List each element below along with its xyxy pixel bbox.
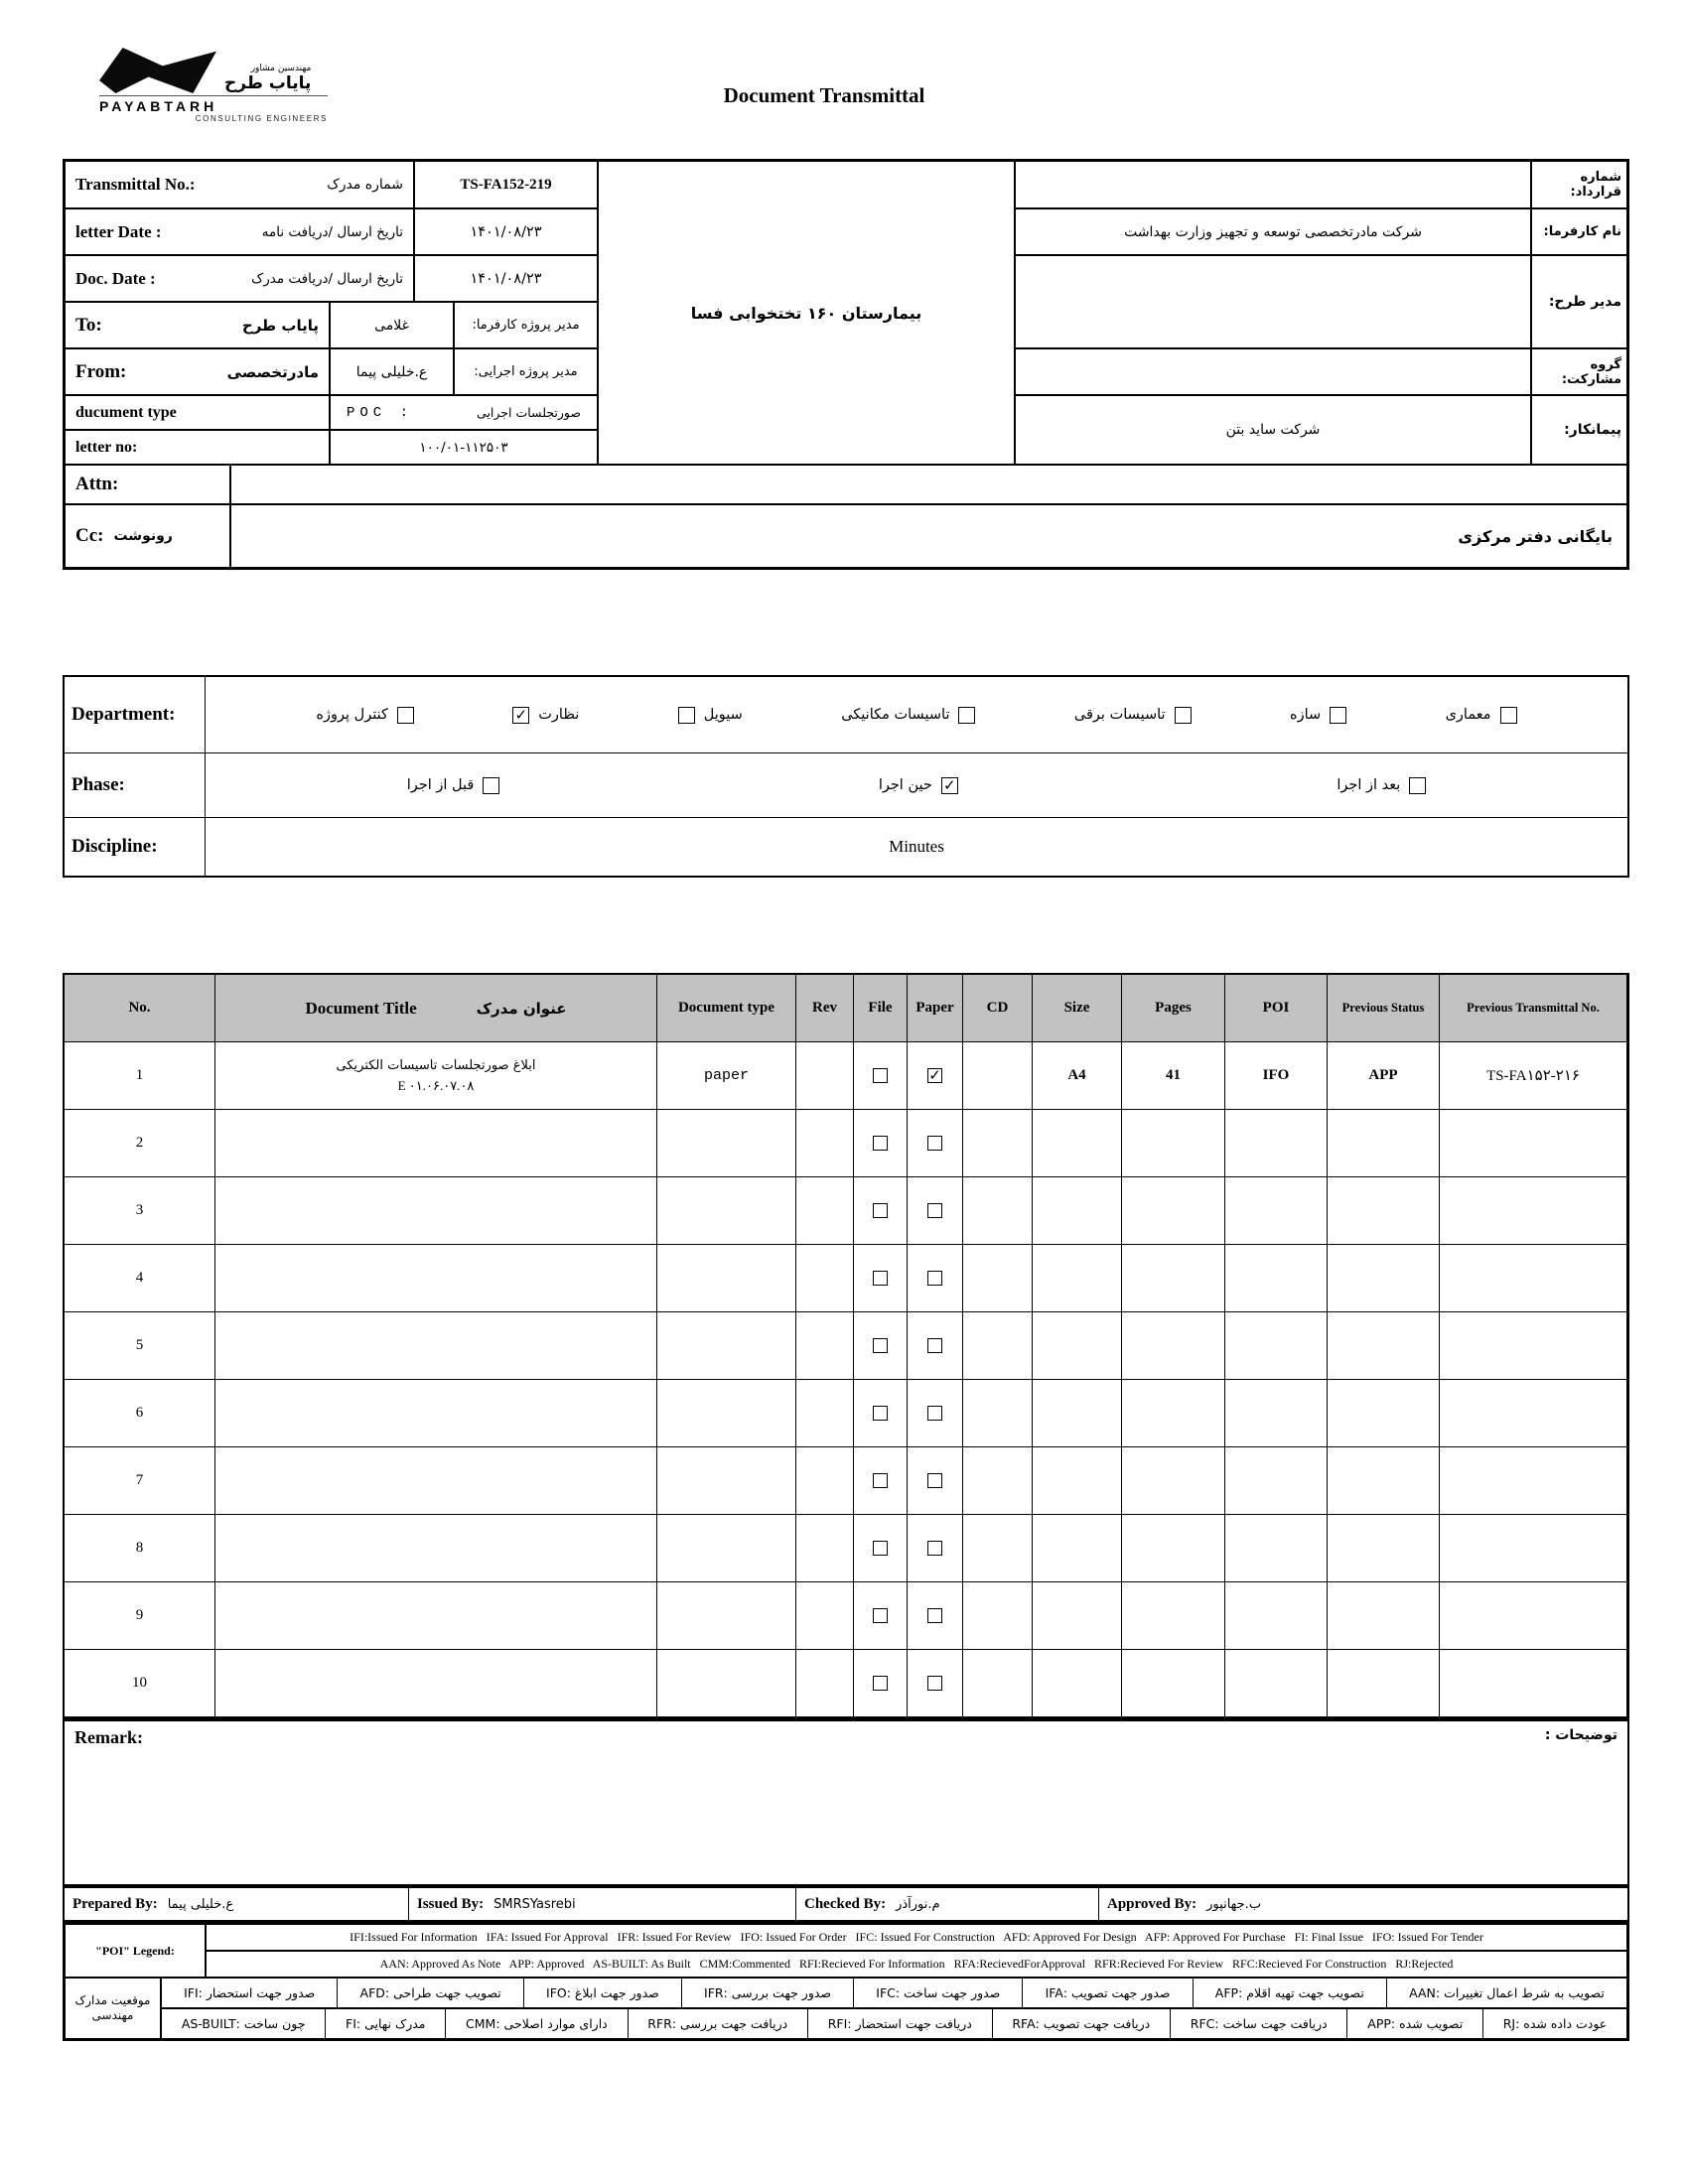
contract-no-value [1015,161,1531,208]
cell-prev-transmittal [1440,1110,1627,1177]
cell-cd [963,1312,1033,1380]
col-header-title-fa: عنوان مدرک [476,999,567,1018]
signature-label: Approved By: [1107,1895,1197,1912]
contractor-label: پیمانکار: [1531,395,1627,465]
transmittal-no-label-en: Transmittal No.: [75,175,196,194]
cell-pages [1122,1245,1225,1312]
department-option-label: سیویل [703,707,743,723]
cell-cd [963,1380,1033,1447]
file-checkbox-row-6[interactable] [873,1406,888,1421]
cell-paper [908,1515,963,1582]
department-checkbox[interactable] [1175,707,1192,724]
document-type-cell [330,395,598,430]
legend-item-ifi: صدور جهت استحضار :IFI [162,1979,338,2007]
cell-paper [908,1650,963,1717]
file-checkbox-row-4[interactable] [873,1271,888,1286]
cell-prev-status [1328,1380,1440,1447]
cell-size [1033,1380,1122,1447]
cc-label-fa: رونوشت [113,528,173,544]
doc-date-value: ۱۴۰۱/۰۸/۲۳ [414,255,598,302]
legend-item-rfr: دریافت جهت بررسی :RFR [629,2009,808,2038]
cell-row-no: 4 [65,1245,215,1312]
department-option[interactable] [1290,707,1346,724]
legend-item-aan: تصویب به شرط اعمال تغییرات :AAN [1409,1985,1605,2000]
doc-date-label-fa: تاریخ ارسال /دریافت مدرک [251,270,403,287]
remark-label-fa: توضیحات : [1544,1727,1618,1743]
cell-paper [908,1312,963,1380]
cell-poi: IFO [1225,1042,1328,1110]
partnership-label: گروه مشارکت: [1531,348,1627,395]
cell-prev-transmittal [1440,1245,1627,1312]
transmittal-no-label-fa: شماره مدرک [327,177,403,193]
cell-row-no: 10 [65,1650,215,1717]
cell-row-no: 6 [65,1380,215,1447]
cell-rev [796,1582,854,1650]
file-checkbox-row-9[interactable] [873,1608,888,1623]
cell-rev [796,1650,854,1717]
cell-document-type: paper [657,1042,796,1110]
cell-prev-status: APP [1328,1042,1440,1110]
department-option-label: سازه [1289,707,1322,723]
cell-prev-transmittal [1440,1582,1627,1650]
department-checkbox[interactable] [397,707,414,724]
cell-cd [963,1042,1033,1110]
cc-label-cell [65,504,230,568]
discipline-value-area [206,818,1627,876]
signature-label: Prepared By: [72,1895,158,1912]
cell-row-no: 9 [65,1582,215,1650]
cell-prev-status [1328,1312,1440,1380]
legend-item-cmm: دارای موارد اصلاحی :CMM [446,2009,628,2038]
cell-pages [1122,1447,1225,1515]
cell-paper [908,1177,963,1245]
legend-item-ifo: صدور جهت ابلاغ :IFO [524,1979,682,2007]
phase-checkbox[interactable]: ✓ [941,777,958,794]
cell-prev-status [1328,1582,1440,1650]
logo-subtitle-en: CONSULTING ENGINEERS [195,114,328,123]
legend-item-afp: تصویب جهت تهیه اقلام :AFP [1194,1979,1387,2007]
signature-value: ب.جهانپور [1206,1896,1262,1912]
cell-pages [1122,1582,1225,1650]
cell-prev-status [1328,1515,1440,1582]
cell-document-title [215,1380,657,1447]
file-checkbox-row-7[interactable] [873,1473,888,1488]
cell-poi [1225,1650,1328,1717]
signature-value: ع.خلیلی پیما [167,1896,234,1912]
department-checkbox[interactable]: ✓ [512,707,529,724]
discipline-label: Discipline: [65,818,206,876]
signature-label: Issued By: [417,1895,485,1912]
department-option[interactable] [841,707,975,724]
col-header-title-en: Document Title [305,998,417,1018]
cell-cd [963,1177,1033,1245]
cell-prev-status [1328,1110,1440,1177]
legend-item-app: تصویب شده :APP [1347,2009,1482,2038]
cell-pages [1122,1312,1225,1380]
cell-document-title [215,1312,657,1380]
paper-checkbox-row-7[interactable] [927,1473,942,1488]
exec-pm-name: ع.خلیلی پیما [330,348,454,395]
client-pm-role: مدیر پروژه کارفرما: [454,302,598,348]
document-type-code: POC : [347,404,414,421]
phase-option-label: حین اجرا [878,777,932,793]
signature-value: SMRSYasrebi [493,1896,576,1912]
cell-document-title [215,1177,657,1245]
cell-document-title [215,1110,657,1177]
col-header-size: Size [1033,975,1122,1042]
discipline-value: Minutes [889,837,944,856]
legend-en-line1: IFI:Issued For Information IFA: Issued For Approval IFR: Issued For Review IFO: Issued For Order IFC: Issued For Construction AFD: Approved For Design AFP: Approved For Purchase FI: Final Issue IFO: Issued For Tender [206,1924,1627,1951]
legend-item-fi: مدرک نهایی :FI [326,2009,446,2038]
signature-cell [796,1888,1099,1920]
cell-document-type [657,1650,796,1717]
letter-no-value: ۱۰۰/۰۱-۱۱۲۵۰۳ [330,430,598,465]
legend-fa-row-1 [161,1978,1627,2008]
cell-prev-transmittal [1440,1515,1627,1582]
cell-prev-transmittal [1440,1177,1627,1245]
cell-poi [1225,1515,1328,1582]
transmittal-info-table [63,159,1629,570]
col-header-poi: POI [1225,975,1328,1042]
department-option-label: معماری [1445,707,1491,723]
to-cell [65,302,330,348]
cell-cd [963,1447,1033,1515]
paper-checkbox-row-10[interactable] [927,1676,942,1691]
cell-prev-status [1328,1447,1440,1515]
paper-checkbox-row-6[interactable] [927,1406,942,1421]
cell-size [1033,1650,1122,1717]
legend-item-rfi: دریافت جهت استحضار :RFI [808,2009,993,2038]
cell-rev [796,1447,854,1515]
letter-date-value: ۱۴۰۱/۰۸/۲۳ [414,208,598,255]
transmittal-no-value: TS-FA152-219 [414,161,598,208]
department-option[interactable] [1074,707,1192,724]
department-label: Department: [65,677,206,752]
cell-poi [1225,1245,1328,1312]
cell-document-title [215,1650,657,1717]
cell-size [1033,1177,1122,1245]
phase-row [65,753,1627,818]
poi-legend-label: "POI" Legend: [65,1924,206,1978]
department-options [206,677,1627,752]
cell-file [854,1515,908,1582]
cell-size [1033,1245,1122,1312]
cell-document-type [657,1110,796,1177]
cell-poi [1225,1380,1328,1447]
from-cell [65,348,330,395]
remark-section [63,1719,1629,1886]
department-row [65,677,1627,753]
department-checkbox[interactable] [958,707,975,724]
cell-file [854,1177,908,1245]
logo-name-en: PAYABTARH [99,95,328,114]
cell-prev-transmittal [1440,1380,1627,1447]
department-option-label: تاسیسات برقی [1073,707,1166,723]
legend-section [63,1922,1629,2041]
letter-no-label: letter no: [65,430,330,465]
cell-paper [908,1245,963,1312]
legend-item-ifc: صدور جهت ساخت :IFC [854,1979,1023,2007]
cell-document-title [215,1515,657,1582]
to-value: پایاب طرح [241,316,319,335]
design-manager-label: مدیر طرح: [1531,255,1627,348]
cell-cd [963,1582,1033,1650]
legend-fa-row-2 [161,2008,1627,2039]
attn-label: Attn: [65,465,230,504]
paper-checkbox-row-2[interactable] [927,1136,942,1151]
cell-paper [908,1042,963,1110]
cell-document-title [215,1042,657,1110]
cell-rev [796,1110,854,1177]
cell-document-type [657,1312,796,1380]
department-checkbox[interactable] [678,707,695,724]
legend-item-rfc: دریافت جهت ساخت :RFC [1171,2009,1347,2038]
document-type-label: ducument type [65,395,330,430]
signature-cell [409,1888,796,1920]
phase-label: Phase: [65,753,206,817]
file-checkbox-row-5[interactable] [873,1338,888,1353]
cell-row-no: 5 [65,1312,215,1380]
phase-checkbox[interactable] [483,777,499,794]
doc-date-label-en: Doc. Date : [75,268,156,288]
cell-pages [1122,1650,1225,1717]
cell-prev-transmittal [1440,1312,1627,1380]
cell-file [854,1312,908,1380]
cell-document-type [657,1245,796,1312]
cell-document-title [215,1582,657,1650]
department-option[interactable] [512,707,579,724]
cell-pages [1122,1515,1225,1582]
paper-checkbox-row-5[interactable] [927,1338,942,1353]
cell-poi [1225,1110,1328,1177]
contract-no-label: شماره قرارداد: [1531,161,1627,208]
logo-tagline-fa: مهندسین مشاور [250,64,312,73]
signature-label: Checked By: [804,1895,887,1912]
client-name-value: شرکت مادرتخصصی توسعه و تجهیز وزارت بهداشت [1015,208,1531,255]
letter-date-label-fa: تاریخ ارسال /دریافت نامه [261,223,403,240]
phase-option[interactable] [407,777,500,794]
cell-poi [1225,1177,1328,1245]
legend-en-line2: AAN: Approved As Note APP: Approved AS-BUILT: As Built CMM:Commented RFI:Recieved For Information RFA:RecievedForApproval RFR:Recieved For Review RFC:Recieved For Construction RJ:Rejected [206,1951,1627,1978]
exec-pm-role: مدیر پروژه اجرایی: [454,348,598,395]
department-option[interactable] [1446,707,1517,724]
cell-document-type [657,1177,796,1245]
phase-checkbox[interactable] [1409,777,1426,794]
file-checkbox-row-10[interactable] [873,1676,888,1691]
col-header-cd: CD [963,975,1033,1042]
cell-rev [796,1177,854,1245]
department-checkbox[interactable] [1330,707,1346,724]
cell-rev [796,1042,854,1110]
cell-size [1033,1447,1122,1515]
cell-row-no: 3 [65,1177,215,1245]
cell-pages [1122,1380,1225,1447]
document-type-fa: صورتجلسات اجرایی [477,405,581,420]
cell-prev-status [1328,1177,1440,1245]
phase-option-label: بعد از اجرا [1336,777,1401,793]
signature-row [63,1886,1629,1922]
col-header-doc-type: Document type [657,975,796,1042]
document-title-line1: ابلاغ صورتجلسات تاسیسات الکتریکی [336,1058,536,1073]
legend-side-label: موقعیت مدارک مهندسی [65,1978,161,2039]
cell-cd [963,1110,1033,1177]
from-label: From: [75,360,127,382]
client-name-label: نام کارفرما: [1531,208,1627,255]
transmittal-no-label-cell [65,161,414,208]
page-title: Document Transmittal [723,83,925,107]
cell-size [1033,1515,1122,1582]
col-header-file: File [854,975,908,1042]
cell-prev-transmittal: TS-FA۱۵۲-۲۱۶ [1440,1042,1627,1110]
cell-paper [908,1380,963,1447]
cell-prev-status [1328,1650,1440,1717]
cell-poi [1225,1447,1328,1515]
cell-size [1033,1312,1122,1380]
paper-checkbox-row-1[interactable]: ✓ [928,1066,941,1084]
cell-pages [1122,1177,1225,1245]
cell-paper [908,1110,963,1177]
design-manager-value [1015,255,1531,348]
partnership-value [1015,348,1531,395]
logo-name-fa: پایاب طرح [224,73,312,93]
cell-file [854,1582,908,1650]
cell-row-no: 7 [65,1447,215,1515]
department-option[interactable] [678,707,743,724]
to-label: To: [75,314,102,336]
cc-label-en: Cc: [75,525,104,546]
signature-value: م.نورآذر [896,1896,940,1912]
signature-cell [1099,1888,1627,1920]
document-table [63,973,1629,1719]
cell-pages: 41 [1122,1042,1225,1110]
col-header-paper: Paper [908,975,963,1042]
from-value: مادرتخصصی [226,362,319,381]
file-checkbox-row-3[interactable] [873,1203,888,1218]
cell-prev-transmittal [1440,1650,1627,1717]
cell-rev [796,1312,854,1380]
cell-file [854,1042,908,1110]
cell-prev-status [1328,1245,1440,1312]
letter-date-label-cell [65,208,414,255]
cell-document-title [215,1245,657,1312]
cell-size: A4 [1033,1042,1122,1110]
cell-file [854,1380,908,1447]
cell-document-type [657,1515,796,1582]
doc-date-label-cell [65,255,414,302]
cell-size [1033,1582,1122,1650]
file-checkbox-row-2[interactable] [873,1136,888,1151]
cell-rev [796,1245,854,1312]
phase-option[interactable] [1336,777,1426,794]
discipline-row [65,818,1627,876]
cell-paper [908,1582,963,1650]
letter-date-label-en: letter Date : [75,221,162,241]
attn-value [230,465,1627,504]
cell-cd [963,1515,1033,1582]
legend-item-afd: تصویب جهت طراحی :AFD [338,1979,524,2007]
cell-cd [963,1245,1033,1312]
document-title-line2: E ۰۱.۰۶.۰۷.۰۸ [397,1077,475,1093]
department-option-label: کنترل پروژه [316,707,388,723]
cc-value: بایگانی دفتر مرکزی [230,504,1627,568]
cell-row-no: 8 [65,1515,215,1582]
cell-file [854,1650,908,1717]
cell-rev [796,1380,854,1447]
cell-row-no: 1 [65,1042,215,1110]
legend-item-ifa: صدور جهت تصویب :IFA [1023,1979,1193,2007]
file-checkbox-row-1[interactable] [873,1068,888,1083]
cell-document-type [657,1582,796,1650]
cell-size [1033,1110,1122,1177]
phase-option[interactable] [879,777,958,794]
signature-cell [65,1888,409,1920]
cell-file [854,1447,908,1515]
department-checkbox[interactable] [1500,707,1517,724]
legend-item-rj: عودت داده شده :RJ [1502,2016,1608,2031]
remark-label-en: Remark: [74,1727,143,1747]
col-header-no: No. [65,975,215,1042]
col-header-prev-transmittal: Previous Transmittal No. [1440,975,1627,1042]
col-header-prev-status: Previous Status [1328,975,1440,1042]
client-pm-name: غلامی [330,302,454,348]
cell-pages [1122,1110,1225,1177]
department-option-label: تاسیسات مکانیکی [841,707,950,723]
phase-option-label: قبل از اجرا [406,777,475,793]
contractor-value: شرکت ساید بتن [1015,395,1531,465]
legend-item-ifr: صدور جهت بررسی :IFR [682,1979,854,2007]
paper-checkbox-row-3[interactable] [927,1203,942,1218]
cell-paper [908,1447,963,1515]
cell-document-type [657,1447,796,1515]
cell-document-type [657,1380,796,1447]
project-name: بیمارستان ۱۶۰ تختخوابی فسا [598,161,1015,465]
paper-checkbox-row-9[interactable] [927,1608,942,1623]
cell-cd [963,1650,1033,1717]
cell-row-no: 2 [65,1110,215,1177]
cell-prev-transmittal [1440,1447,1627,1515]
legend-item-rfa: دریافت جهت تصویب :RFA [993,2009,1171,2038]
cell-rev [796,1515,854,1582]
col-header-title [215,975,657,1042]
col-header-rev: Rev [796,975,854,1042]
col-header-pages: Pages [1122,975,1225,1042]
department-option[interactable] [316,707,413,724]
cell-poi [1225,1582,1328,1650]
cell-poi [1225,1312,1328,1380]
department-option-label: نظارت [538,707,580,723]
phase-options [206,753,1627,817]
department-phase-table [63,675,1629,878]
cell-document-title [215,1447,657,1515]
cell-file [854,1245,908,1312]
cell-file [854,1110,908,1177]
paper-checkbox-row-4[interactable] [927,1271,942,1286]
file-checkbox-row-8[interactable] [873,1541,888,1556]
legend-item-as-built: چون ساخت :AS-BUILT [162,2009,326,2038]
paper-checkbox-row-8[interactable] [927,1541,942,1556]
